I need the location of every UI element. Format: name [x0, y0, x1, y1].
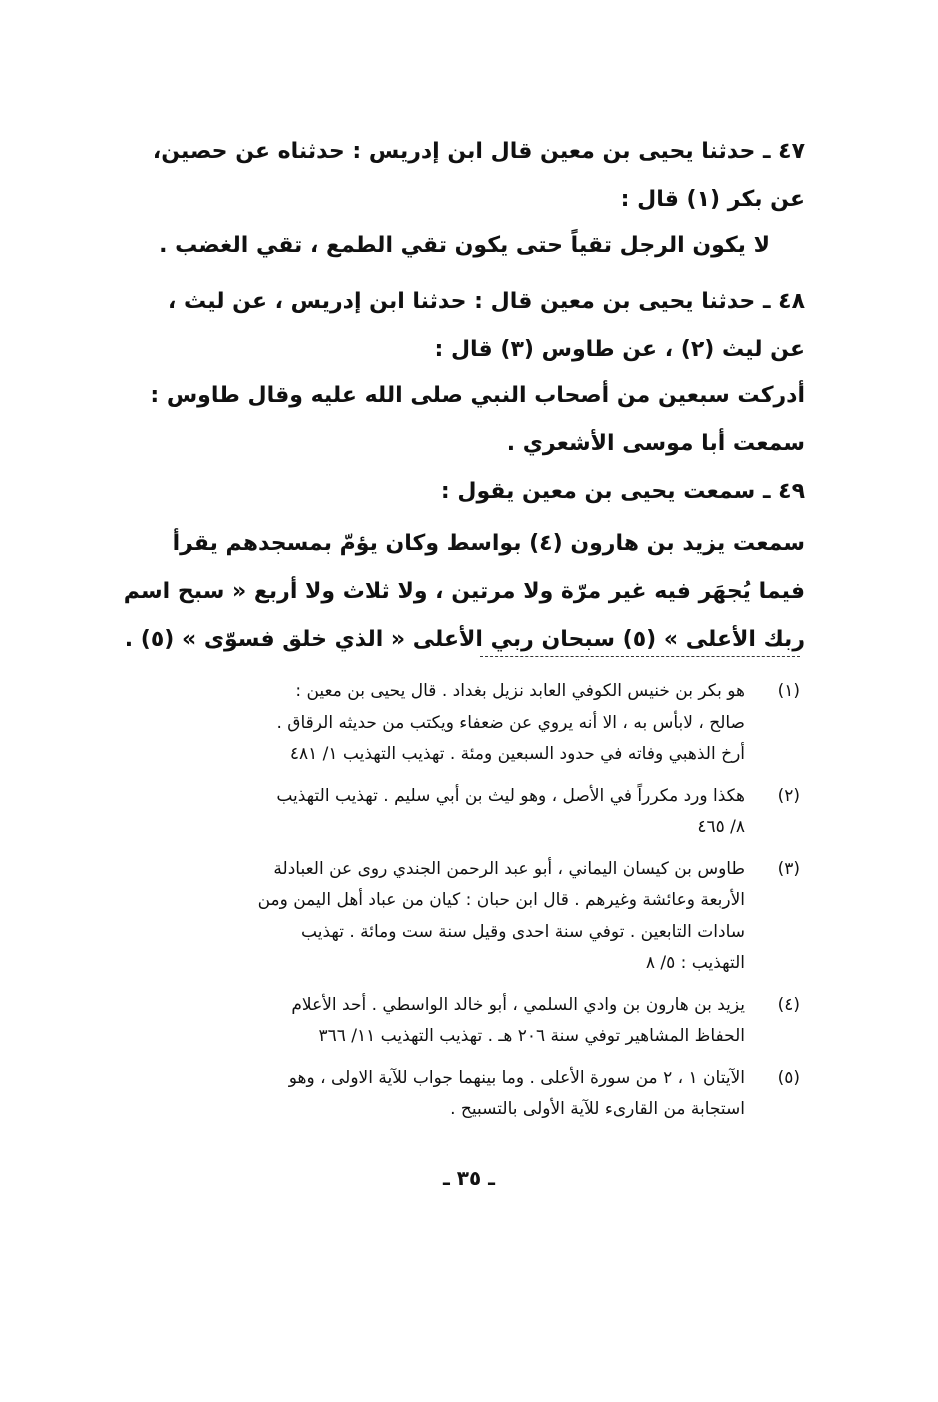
footnotes — [160, 676, 800, 1136]
footnote-line: ٨/ ٤٦٥ — [697, 817, 745, 837]
footnote — [160, 854, 800, 980]
footnote-line: سادات التابعين . توفي سنة احدى وقيل سنة ست ومائة . تهذيب — [301, 921, 745, 942]
footnote — [160, 990, 800, 1053]
hadith-48-text — [150, 372, 805, 468]
hadith-49-body-line: سمعت يزيد بن هارون (٤) بواسط وكان يؤمّ بمسجدهم يقرأ — [172, 531, 805, 556]
footnote-number: (٤) — [777, 994, 800, 1015]
hadith-49-title: ٤٩ ـ سمعت يحيى بن معين يقول : — [440, 479, 805, 504]
footnote-line: طاوس بن كيسان اليماني ، أبو عبد الرحمن الجندي روى عن العبادلة — [273, 858, 745, 879]
footnote-line: التهذيب : ٥/ ٨ — [645, 953, 745, 973]
hadith-47-line: ٤٧ ـ حدثنا يحيى بن معين قال ابن إدريس : حدثناه عن حصين، — [152, 139, 805, 164]
footnote-line: الحفاظ المشاهير توفي سنة ٢٠٦ هـ . تهذيب التهذيب ١١/ ٣٦٦ — [318, 1026, 745, 1046]
footnote — [160, 781, 800, 844]
footnote — [160, 676, 800, 771]
footnote-line: الآيتان ١ ، ٢ من سورة الأعلى . وما بينهما جواب للآية الاولى ، وهو — [288, 1067, 745, 1088]
page-number: ـ ٣٥ ـ — [442, 1166, 496, 1190]
hadith-49-body-line: ربك الأعلى » (٥) سبحان ربي الأعلى « الذي خلق فسوّى » (٥) . — [124, 627, 805, 652]
hadith-48-line: عن ليث (٢) ، عن طاوس (٣) قال : — [434, 337, 805, 362]
footnote-line: يزيد بن هارون بن وادي السلمي ، أبو خالد الواسطي . أحد الأعلام — [291, 994, 745, 1015]
hadith-48 — [155, 278, 805, 374]
footnote-line: أرخ الذهبي وفاته في حدود السبعين ومئة . تهذيب التهذيب ١/ ٤٨١ — [289, 744, 745, 764]
footnote-number: (٢) — [777, 785, 800, 806]
hadith-49-body-line: فيما يُجهَر فيه غير مرّة ولا مرتين ، ولا ثلاث ولا أربع « سبح اسم — [123, 579, 805, 604]
footnote-line: هكذا ورد مكرراً في الأصل ، وهو ليث بن أبي سليم . تهذيب التهذيب — [276, 785, 745, 806]
footnote-line: هو بكر بن خنيس الكوفي العابد نزيل بغداد . قال يحيى بن معين : — [295, 681, 745, 701]
footnote-number: (٥) — [777, 1067, 800, 1088]
footnote-line: استجابة من القارىء للآية الأولى بالتسبيح . — [450, 1099, 745, 1119]
hadith-47 — [152, 128, 805, 224]
footnote-number: (٣) — [777, 858, 800, 879]
hadith-48-body-line: أدركت سبعين من أصحاب النبي صلى الله عليه وقال طاوس : — [150, 383, 805, 408]
footnote-line: صالح ، لابأس به ، الا أنه يروي عن ضعفاء ويكتب من حديثه الرقاق . — [276, 712, 745, 733]
hadith-48-line: ٤٨ ـ حدثنا يحيى بن معين قال : حدثنا ابن إدريس ، عن ليث ، — [167, 289, 805, 314]
hadith-48-body-line: سمعت أبا موسى الأشعري . — [506, 431, 805, 456]
footnote — [160, 1063, 800, 1126]
hadith-49-text — [123, 520, 805, 664]
hadith-47-line: عن بكر (١) قال : — [620, 187, 805, 212]
footnote-line: الأربعة وعائشة وغيرهم . قال ابن حبان : كيان من عباد أهل اليمن ومن — [257, 890, 745, 910]
footnote-number: (١) — [777, 681, 800, 701]
hadith-49 — [155, 468, 805, 516]
hadith-47-text — [155, 222, 805, 270]
footnote-separator — [480, 656, 800, 657]
hadith-47-body: لا يكون الرجل تقياً حتى يكون تقي الطمع ، تقي الغضب . — [159, 233, 770, 258]
